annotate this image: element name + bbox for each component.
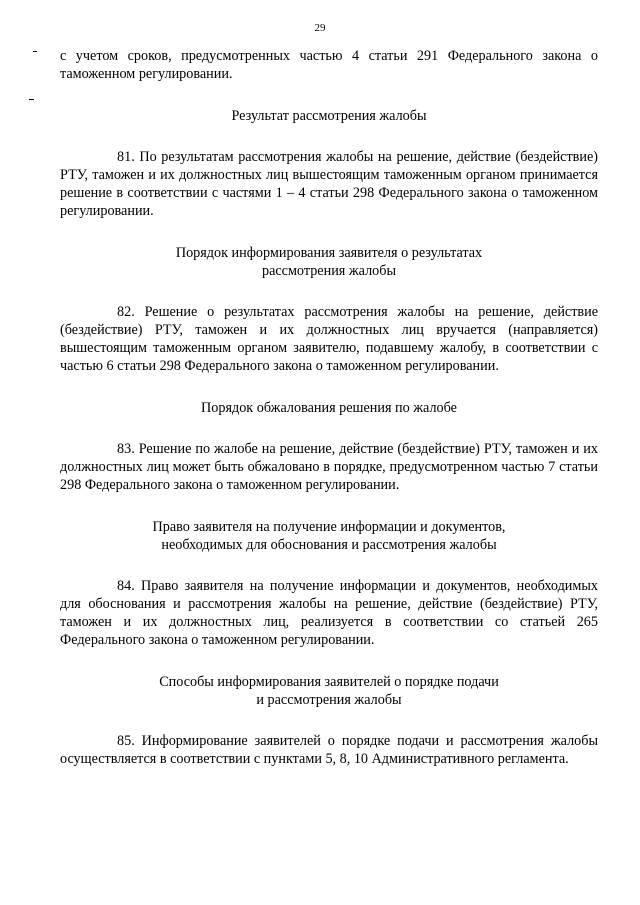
heading-line: и рассмотрения жалобы bbox=[256, 692, 402, 708]
paragraph-84: 84. Право заявителя на получение информации и документов, необходимых для обоснования и рассмотрения жалобы на решение, действие (бездействие) РТУ, таможен и их должностных лиц, реализуется в соответствии со статьей 265 Федерального закона о таможенном регулировании. bbox=[60, 578, 598, 648]
paragraph-81: 81. По результатам рассмотрения жалобы на решение, действие (бездействие) РТУ, таможен и их должностных лиц вышестоящим таможенным органом принимается решение в соответствии с частями 1 – 4 статьи 298 Федерального закона о таможенном регулировании. bbox=[60, 149, 598, 219]
heading-line: необходимых для обоснования и рассмотрения жалобы bbox=[161, 537, 497, 553]
heading-line: Право заявителя на получение информации и документов, bbox=[152, 519, 506, 535]
heading-line: Способы информирования заявителей о порядке подачи bbox=[159, 674, 499, 690]
section-heading-informing-methods bbox=[60, 673, 598, 709]
heading-line: Порядок информирования заявителя о результатах bbox=[175, 245, 483, 261]
paragraph-85: 85. Информирование заявителей о порядке подачи и рассмотрения жалобы осуществляется в соответствии с пунктами 5, 8, 10 Административного регламента. bbox=[60, 733, 598, 767]
section-heading-informing-result bbox=[60, 244, 598, 280]
section-heading-result: Результат рассмотрения жалобы bbox=[231, 108, 427, 124]
section-heading-appeal: Порядок обжалования решения по жалобе bbox=[201, 400, 457, 416]
paragraph-continuation: с учетом сроков, предусмотренных частью 4 статьи 291 Федерального закона о таможенном регулировании. bbox=[60, 48, 598, 82]
section-heading-right-to-info bbox=[60, 518, 598, 554]
page-number: 29 bbox=[314, 22, 326, 34]
scan-mark bbox=[29, 99, 34, 100]
paragraph-83: 83. Решение по жалобе на решение, действие (бездействие) РТУ, таможен и их должностных лиц может быть обжаловано в порядке, предусмотренном частью 7 статьи 298 Федерального закона о таможенном регулировании. bbox=[60, 441, 598, 493]
paragraph-82: 82. Решение о результатах рассмотрения жалобы на решение, действие (бездействие) РТУ, таможен и их должностных лиц вручается (направляется) вышестоящим таможенным органом заявителю, подавшему жалобу, в соответствии с частью 6 статьи 298 Федерального закона о таможенном регулировании. bbox=[60, 304, 598, 374]
scan-mark bbox=[33, 51, 37, 52]
heading-line: рассмотрения жалобы bbox=[261, 263, 397, 279]
document-body bbox=[60, 47, 598, 768]
